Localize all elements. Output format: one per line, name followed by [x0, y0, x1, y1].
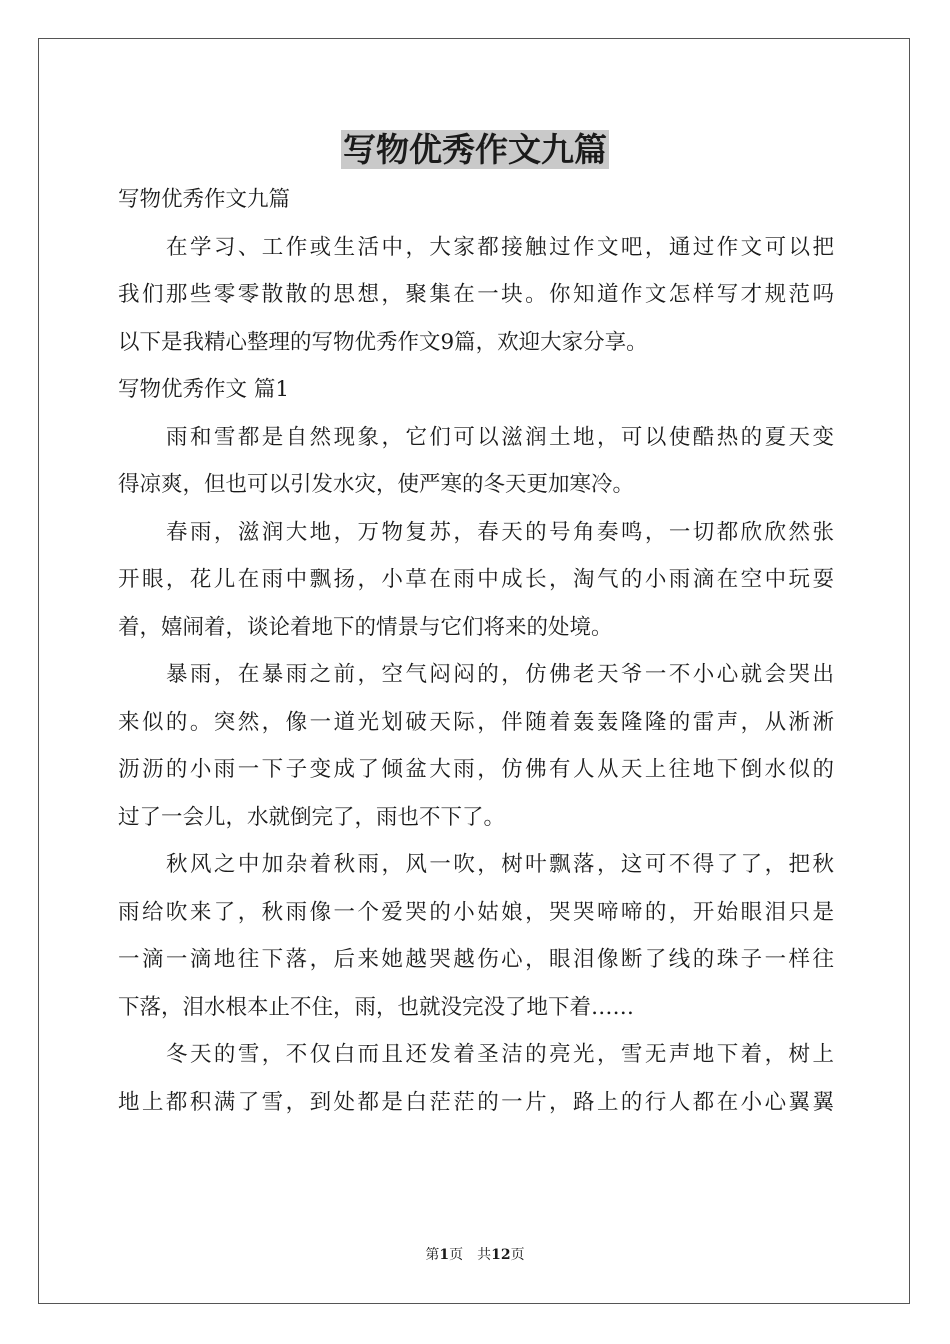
text-line: 来似的。突然，像一道光划破天际，伴随着轰轰隆隆的雷声，从淅淅 [118, 709, 834, 735]
text-line: 一滴一滴地往下落，后来她越哭越伤心，眼泪像断了线的珠子一样往 [118, 947, 834, 972]
page-suffix: 页 [449, 1247, 464, 1263]
document-title [0, 126, 950, 174]
text-line: 过了一会儿，水就倒完了，雨也不下了。 [118, 804, 506, 830]
total-prefix: 共 [477, 1247, 492, 1263]
text-line: 春雨，滋润大地，万物复苏，春天的号角奏鸣，一切都欣欣然张 [166, 519, 834, 545]
text-line: 地上都积满了雪，到处都是白茫茫的一片，路上的行人都在小心翼翼 [118, 1089, 834, 1115]
total-pages: 12 [491, 1247, 511, 1263]
text-line: 写物优秀作文 篇1 [118, 377, 290, 402]
text-line: 着，嬉闹着，谈论着地下的情景与它们将来的处境。 [118, 614, 613, 640]
text-line: 写物优秀作文九篇 [118, 187, 291, 212]
text-line: 沥沥的小雨一下子变成了倾盆大雨，仿佛有人从天上往地下倒水似的 [118, 757, 834, 782]
page-number: 1 [439, 1247, 450, 1263]
text-line: 以下是我精心整理的写物优秀作文9篇，欢迎大家分享。 [118, 329, 648, 355]
text-line: 在学习、工作或生活中，大家都接触过作文吧，通过作文可以把 [166, 234, 834, 260]
text-line: 冬天的雪，不仅白而且还发着圣洁的亮光，雪无声地下着，树上 [166, 1042, 834, 1067]
text-line: 得凉爽，但也可以引发水灾，使严寒的冬天更加寒冷。 [118, 472, 635, 497]
document-body [118, 176, 834, 1126]
text-line: 开眼，花儿在雨中飘扬，小草在雨中成长，淘气的小雨滴在空中玩耍 [118, 567, 834, 592]
page-footer [0, 1245, 950, 1265]
text-line: 雨和雪都是自然现象，它们可以滋润土地，可以使酷热的夏天变 [166, 424, 834, 450]
document-title-text: 写物优秀作文九篇 [343, 130, 607, 169]
text-line: 下落，泪水根本止不住，雨，也就没完没了地下着…… [118, 994, 635, 1020]
text-line: 秋风之中加杂着秋雨，风一吹，树叶飘落，这可不得了了，把秋 [166, 852, 834, 877]
page-prefix: 第 [425, 1247, 440, 1263]
text-line: 雨给吹来了，秋雨像一个爱哭的小姑娘，哭哭啼啼的，开始眼泪只是 [118, 899, 834, 925]
text-line: 暴雨，在暴雨之前，空气闷闷的，仿佛老天爷一不小心就会哭出 [166, 662, 834, 687]
text-line: 我们那些零零散散的思想，聚集在一块。你知道作文怎样写才规范吗 [118, 282, 834, 307]
total-suffix: 页 [510, 1247, 525, 1263]
